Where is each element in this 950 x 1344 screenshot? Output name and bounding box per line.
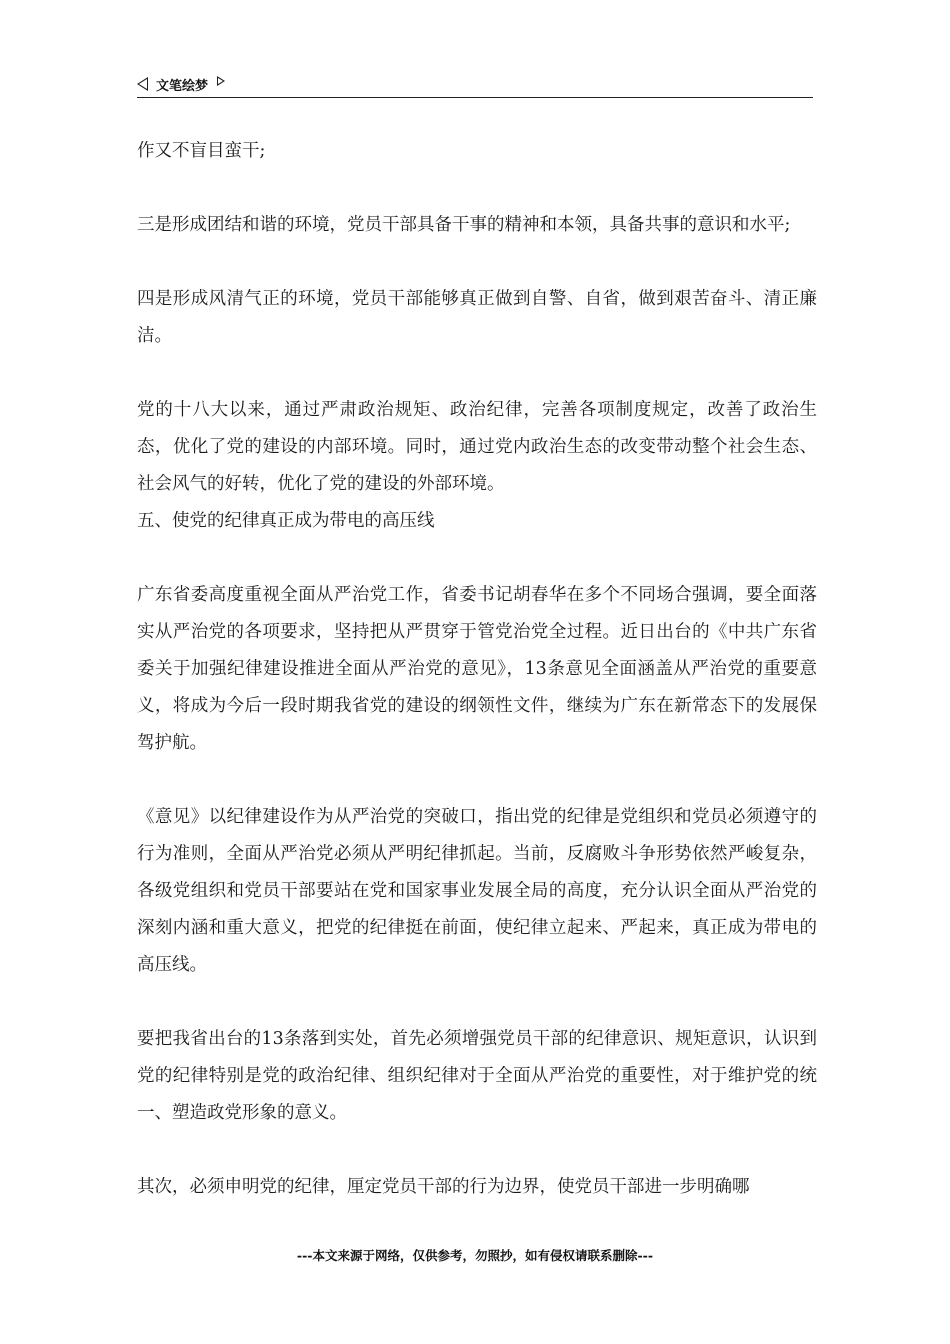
triangle-left-icon <box>137 77 148 91</box>
paragraph: 其次，必须申明党的纪律，厘定党员干部的行为边界，使党员干部进一步明确哪 <box>137 1177 750 1197</box>
header-divider <box>137 97 813 98</box>
paragraph: 四是形成风清气正的环境，党员干部能够真正做到自警、自省，做到艰苦奋斗、清正廉洁。 <box>137 289 817 346</box>
paragraph: 三是形成团结和谐的环境，党员干部具备干事的精神和本领，具备共事的意识和水平; <box>137 215 791 235</box>
paragraph: 要把我省出台的13条落到实处，首先必须增强党员干部的纪律意识、规矩意识，认识到党的纪律特别是党的政治纪律、组织纪律对于全面从严治党的重要性，对于维护党的统一、塑造政党形象的意义。 <box>137 1029 817 1123</box>
triangle-right-icon <box>217 76 225 86</box>
document-body <box>137 133 817 1206</box>
page-header <box>137 72 813 98</box>
paragraph: 党的十八大以来，通过严肃政治规矩、政治纪律，完善各项制度规定，改善了政治生态，优化了党的建设的内部环境。同时，通过党内政治生态的改变带动整个社会生态、社会风气的好转，优化了党的建设的外部环境。 <box>137 400 817 494</box>
section-heading: 五、使党的纪律真正成为带电的高压线 <box>137 511 435 531</box>
paragraph: 广东省委高度重视全面从严治党工作，省委书记胡春华在多个不同场合强调，要全面落实从严治党的各项要求，坚持把从严贯穿于管党治党全过程。近日出台的《中共广东省委关于加强纪律建设推进全面从严治党的意见》，13条意见全面涵盖从严治党的重要意义，将成为今后一段时期我省党的建设的纲领性文件，继续为广东在新常态下的发展保驾护航。 <box>137 585 817 753</box>
footer-disclaimer: ---本文来源于网络，仅供参考，勿照抄，如有侵权请联系删除--- <box>296 1248 654 1263</box>
brand <box>137 73 225 95</box>
paragraph: 《意见》以纪律建设作为从严治党的突破口，指出党的纪律是党组织和党员必须遵守的行为准则，全面从严治党必须从严明纪律抓起。当前，反腐败斗争形势依然严峻复杂，各级党组织和党员干部要站在党和国家事业发展全局的高度，充分认识全面从严治党的深刻内涵和重大意义，把党的纪律挺在前面，使纪律立起来、严起来，真正成为带电的高压线。 <box>137 807 817 975</box>
paragraph: 作又不盲目蛮干; <box>137 141 266 161</box>
brand-name: 文笔绘梦 <box>156 78 209 94</box>
